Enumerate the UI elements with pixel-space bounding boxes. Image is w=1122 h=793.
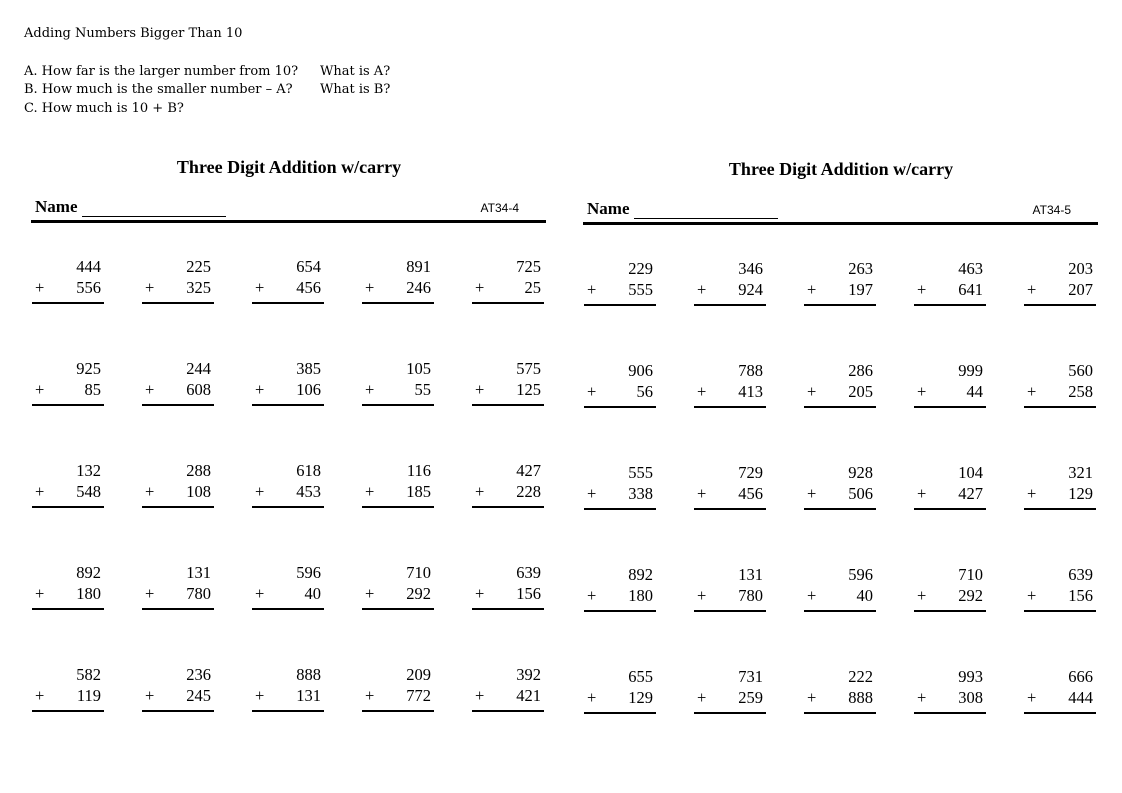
problem-grid bbox=[583, 259, 1099, 769]
addition-problem bbox=[141, 257, 251, 359]
answer-line[interactable] bbox=[32, 506, 104, 508]
addition-problem bbox=[31, 257, 141, 359]
plus-sign: + bbox=[475, 380, 485, 399]
addend-bottom: 131 bbox=[296, 686, 321, 705]
addition-problem bbox=[361, 665, 471, 767]
plus-sign: + bbox=[145, 584, 155, 603]
plus-sign: + bbox=[917, 484, 927, 503]
answer-line[interactable] bbox=[32, 608, 104, 610]
addend-bottom: 453 bbox=[296, 482, 321, 501]
addend-top: 427 bbox=[516, 461, 541, 480]
addend-top: 131 bbox=[738, 565, 763, 584]
addend-top: 132 bbox=[76, 461, 101, 480]
header-rule bbox=[583, 222, 1098, 225]
addition-problem bbox=[471, 563, 581, 665]
addition-problem bbox=[583, 667, 693, 769]
answer-line[interactable] bbox=[472, 710, 544, 712]
plus-sign: + bbox=[145, 686, 155, 705]
addend-top: 236 bbox=[186, 665, 211, 684]
plus-sign: + bbox=[1027, 688, 1037, 707]
addition-problem bbox=[141, 563, 251, 665]
plus-sign: + bbox=[1027, 484, 1037, 503]
addend-bottom: 228 bbox=[516, 482, 541, 501]
plus-sign: + bbox=[697, 688, 707, 707]
plus-sign: + bbox=[807, 688, 817, 707]
addend-top: 104 bbox=[958, 463, 983, 482]
plus-sign: + bbox=[365, 686, 375, 705]
addend-top: 596 bbox=[848, 565, 873, 584]
problem-grid bbox=[31, 257, 547, 767]
answer-line[interactable] bbox=[252, 608, 324, 610]
plus-sign: + bbox=[35, 686, 45, 705]
addend-bottom: 106 bbox=[296, 380, 321, 399]
answer-line[interactable] bbox=[252, 710, 324, 712]
addition-problem bbox=[913, 259, 1023, 361]
addend-top: 392 bbox=[516, 665, 541, 684]
addend-bottom: 205 bbox=[848, 382, 873, 401]
addition-problem bbox=[803, 667, 913, 769]
addition-problem bbox=[583, 565, 693, 667]
addition-problem bbox=[803, 361, 913, 463]
plus-sign: + bbox=[807, 280, 817, 299]
answer-line[interactable] bbox=[472, 608, 544, 610]
plus-sign: + bbox=[255, 686, 265, 705]
answer-line[interactable] bbox=[584, 406, 656, 408]
plus-sign: + bbox=[587, 688, 597, 707]
plus-sign: + bbox=[1027, 280, 1037, 299]
addend-top: 654 bbox=[296, 257, 321, 276]
answer-line[interactable] bbox=[914, 304, 986, 306]
answer-line[interactable] bbox=[142, 302, 214, 304]
addend-bottom: 548 bbox=[76, 482, 101, 501]
answer-line[interactable] bbox=[142, 506, 214, 508]
plus-sign: + bbox=[697, 382, 707, 401]
answer-line[interactable] bbox=[362, 404, 434, 406]
addend-top: 655 bbox=[628, 667, 653, 686]
plus-sign: + bbox=[255, 584, 265, 603]
addend-top: 444 bbox=[76, 257, 101, 276]
addend-bottom: 308 bbox=[958, 688, 983, 707]
addend-bottom: 641 bbox=[958, 280, 983, 299]
addend-bottom: 258 bbox=[1068, 382, 1093, 401]
answer-line[interactable] bbox=[472, 302, 544, 304]
addition-problem bbox=[693, 361, 803, 463]
answer-line[interactable] bbox=[1024, 508, 1096, 510]
plus-sign: + bbox=[807, 484, 817, 503]
name-field bbox=[35, 197, 226, 217]
worksheet-code: AT34-4 bbox=[480, 201, 519, 215]
answer-line[interactable] bbox=[142, 608, 214, 610]
addend-top: 116 bbox=[406, 461, 431, 480]
addend-bottom: 246 bbox=[406, 278, 431, 297]
addition-problem bbox=[471, 461, 581, 563]
addend-bottom: 325 bbox=[186, 278, 211, 297]
addend-bottom: 40 bbox=[856, 586, 873, 605]
addend-top: 710 bbox=[406, 563, 431, 582]
addition-problem bbox=[141, 359, 251, 461]
addend-bottom: 421 bbox=[516, 686, 541, 705]
addend-top: 225 bbox=[186, 257, 211, 276]
addend-bottom: 780 bbox=[738, 586, 763, 605]
addend-bottom: 156 bbox=[1068, 586, 1093, 605]
addend-top: 203 bbox=[1068, 259, 1093, 278]
worksheet-title: Three Digit Addition w/carry bbox=[728, 159, 954, 179]
plus-sign: + bbox=[697, 484, 707, 503]
addend-top: 906 bbox=[628, 361, 653, 380]
addend-bottom: 180 bbox=[628, 586, 653, 605]
addend-top: 209 bbox=[406, 665, 431, 684]
addition-problem bbox=[803, 463, 913, 565]
addition-problem bbox=[913, 565, 1023, 667]
answer-line[interactable] bbox=[252, 302, 324, 304]
addition-problem bbox=[31, 359, 141, 461]
name-label: Name bbox=[35, 197, 78, 216]
addend-bottom: 56 bbox=[636, 382, 653, 401]
addend-bottom: 108 bbox=[186, 482, 211, 501]
addend-top: 263 bbox=[848, 259, 873, 278]
plus-sign: + bbox=[365, 584, 375, 603]
addition-problem bbox=[913, 361, 1023, 463]
addend-bottom: 119 bbox=[76, 686, 101, 705]
name-field bbox=[587, 199, 778, 219]
answer-line[interactable] bbox=[694, 406, 766, 408]
addend-bottom: 85 bbox=[84, 380, 101, 399]
addend-top: 892 bbox=[76, 563, 101, 582]
plus-sign: + bbox=[587, 484, 597, 503]
plus-sign: + bbox=[475, 686, 485, 705]
addition-problem bbox=[361, 359, 471, 461]
answer-line[interactable] bbox=[694, 304, 766, 306]
addend-bottom: 44 bbox=[966, 382, 983, 401]
addend-top: 993 bbox=[958, 667, 983, 686]
addend-bottom: 506 bbox=[848, 484, 873, 503]
plus-sign: + bbox=[917, 280, 927, 299]
answer-line[interactable] bbox=[252, 506, 324, 508]
answer-line[interactable] bbox=[362, 710, 434, 712]
answer-line[interactable] bbox=[472, 506, 544, 508]
addend-bottom: 444 bbox=[1068, 688, 1093, 707]
addend-bottom: 292 bbox=[406, 584, 431, 603]
answer-line[interactable] bbox=[32, 404, 104, 406]
addend-bottom: 608 bbox=[186, 380, 211, 399]
addition-problem bbox=[251, 359, 361, 461]
addition-problem bbox=[693, 463, 803, 565]
addend-bottom: 772 bbox=[406, 686, 431, 705]
plus-sign: + bbox=[587, 280, 597, 299]
plus-sign: + bbox=[145, 278, 155, 297]
instruction-question: B. How much is the smaller number – A? bbox=[24, 82, 293, 97]
addend-top: 105 bbox=[406, 359, 431, 378]
plus-sign: + bbox=[35, 380, 45, 399]
addend-bottom: 338 bbox=[628, 484, 653, 503]
addition-problem bbox=[471, 665, 581, 767]
addend-top: 725 bbox=[516, 257, 541, 276]
addend-top: 928 bbox=[848, 463, 873, 482]
answer-line[interactable] bbox=[1024, 712, 1096, 714]
name-blank-line[interactable] bbox=[82, 200, 226, 217]
plus-sign: + bbox=[587, 586, 597, 605]
addend-top: 463 bbox=[958, 259, 983, 278]
plus-sign: + bbox=[35, 482, 45, 501]
addend-top: 729 bbox=[738, 463, 763, 482]
plus-sign: + bbox=[1027, 586, 1037, 605]
answer-line[interactable] bbox=[694, 712, 766, 714]
plus-sign: + bbox=[35, 278, 45, 297]
plus-sign: + bbox=[35, 584, 45, 603]
plus-sign: + bbox=[697, 280, 707, 299]
plus-sign: + bbox=[475, 584, 485, 603]
addition-problem bbox=[141, 665, 251, 767]
plus-sign: + bbox=[917, 586, 927, 605]
answer-line[interactable] bbox=[1024, 304, 1096, 306]
answer-line[interactable] bbox=[472, 404, 544, 406]
addition-problem bbox=[251, 257, 361, 359]
plus-sign: + bbox=[587, 382, 597, 401]
addend-bottom: 125 bbox=[516, 380, 541, 399]
addend-top: 891 bbox=[406, 257, 431, 276]
answer-line[interactable] bbox=[362, 608, 434, 610]
addend-top: 321 bbox=[1068, 463, 1093, 482]
answer-line[interactable] bbox=[252, 404, 324, 406]
answer-line[interactable] bbox=[362, 302, 434, 304]
addition-problem bbox=[141, 461, 251, 563]
plus-sign: + bbox=[365, 482, 375, 501]
addend-top: 229 bbox=[628, 259, 653, 278]
addition-problem bbox=[1023, 667, 1122, 769]
name-label: Name bbox=[587, 199, 630, 218]
addition-problem bbox=[361, 257, 471, 359]
addend-bottom: 129 bbox=[1068, 484, 1093, 503]
plus-sign: + bbox=[697, 586, 707, 605]
answer-line[interactable] bbox=[804, 712, 876, 714]
instruction-prompt: What is A? bbox=[320, 63, 391, 79]
addition-problem bbox=[251, 665, 361, 767]
instruction-row-a bbox=[24, 63, 390, 82]
addend-top: 286 bbox=[848, 361, 873, 380]
answer-line[interactable] bbox=[694, 508, 766, 510]
plus-sign: + bbox=[917, 382, 927, 401]
plus-sign: + bbox=[365, 380, 375, 399]
answer-line[interactable] bbox=[804, 304, 876, 306]
answer-line[interactable] bbox=[32, 302, 104, 304]
addend-bottom: 185 bbox=[406, 482, 431, 501]
worksheet-code: AT34-5 bbox=[1032, 203, 1071, 217]
addend-bottom: 427 bbox=[958, 484, 983, 503]
addition-problem bbox=[803, 565, 913, 667]
answer-line[interactable] bbox=[914, 406, 986, 408]
addition-problem bbox=[913, 463, 1023, 565]
addend-top: 666 bbox=[1068, 667, 1093, 686]
addend-top: 385 bbox=[296, 359, 321, 378]
instruction-row-b bbox=[24, 81, 390, 100]
addend-top: 131 bbox=[186, 563, 211, 582]
addend-top: 999 bbox=[958, 361, 983, 380]
addition-problem bbox=[251, 461, 361, 563]
addend-bottom: 888 bbox=[848, 688, 873, 707]
addend-top: 639 bbox=[1068, 565, 1093, 584]
addend-top: 555 bbox=[628, 463, 653, 482]
addend-top: 596 bbox=[296, 563, 321, 582]
header-rule bbox=[31, 220, 546, 223]
addend-bottom: 207 bbox=[1068, 280, 1093, 299]
plus-sign: + bbox=[145, 482, 155, 501]
plus-sign: + bbox=[917, 688, 927, 707]
addend-top: 639 bbox=[516, 563, 541, 582]
instruction-question: A. How far is the larger number from 10? bbox=[24, 63, 299, 79]
instruction-prompt: What is B? bbox=[320, 82, 391, 97]
answer-line[interactable] bbox=[914, 610, 986, 612]
answer-line[interactable] bbox=[584, 610, 656, 612]
addend-top: 925 bbox=[76, 359, 101, 378]
addition-problem bbox=[1023, 463, 1122, 565]
answer-line[interactable] bbox=[914, 712, 986, 714]
plus-sign: + bbox=[1027, 382, 1037, 401]
plus-sign: + bbox=[807, 586, 817, 605]
answer-line[interactable] bbox=[362, 506, 434, 508]
answer-line[interactable] bbox=[804, 508, 876, 510]
addend-top: 582 bbox=[76, 665, 101, 684]
worksheet-title: Three Digit Addition w/carry bbox=[176, 157, 402, 177]
addend-top: 731 bbox=[738, 667, 763, 686]
addend-bottom: 156 bbox=[516, 584, 541, 603]
answer-line[interactable] bbox=[1024, 406, 1096, 408]
addition-problem bbox=[471, 359, 581, 461]
addend-top: 346 bbox=[738, 259, 763, 278]
addend-top: 560 bbox=[1068, 361, 1093, 380]
addition-problem bbox=[1023, 259, 1122, 361]
addition-problem bbox=[693, 667, 803, 769]
answer-line[interactable] bbox=[584, 712, 656, 714]
addend-top: 575 bbox=[516, 359, 541, 378]
addend-bottom: 245 bbox=[186, 686, 211, 705]
addition-problem bbox=[1023, 565, 1122, 667]
instructions bbox=[24, 25, 390, 118]
plus-sign: + bbox=[255, 380, 265, 399]
addend-bottom: 129 bbox=[628, 688, 653, 707]
addend-top: 892 bbox=[628, 565, 653, 584]
addition-problem bbox=[31, 665, 141, 767]
addition-problem bbox=[693, 565, 803, 667]
addition-problem bbox=[803, 259, 913, 361]
answer-line[interactable] bbox=[32, 710, 104, 712]
addition-problem bbox=[913, 667, 1023, 769]
addition-problem bbox=[361, 461, 471, 563]
answer-line[interactable] bbox=[142, 404, 214, 406]
addition-problem bbox=[471, 257, 581, 359]
addend-bottom: 197 bbox=[848, 280, 873, 299]
addition-problem bbox=[583, 463, 693, 565]
addend-bottom: 456 bbox=[296, 278, 321, 297]
answer-line[interactable] bbox=[804, 610, 876, 612]
answer-line[interactable] bbox=[142, 710, 214, 712]
addition-problem bbox=[251, 563, 361, 665]
plus-sign: + bbox=[145, 380, 155, 399]
addition-problem bbox=[583, 259, 693, 361]
addend-bottom: 556 bbox=[76, 278, 101, 297]
addend-top: 244 bbox=[186, 359, 211, 378]
answer-line[interactable] bbox=[1024, 610, 1096, 612]
plus-sign: + bbox=[255, 482, 265, 501]
addend-top: 288 bbox=[186, 461, 211, 480]
addend-bottom: 259 bbox=[738, 688, 763, 707]
plus-sign: + bbox=[807, 382, 817, 401]
addition-problem bbox=[361, 563, 471, 665]
answer-line[interactable] bbox=[804, 406, 876, 408]
plus-sign: + bbox=[365, 278, 375, 297]
addend-top: 618 bbox=[296, 461, 321, 480]
addend-bottom: 40 bbox=[304, 584, 321, 603]
addition-problem bbox=[31, 461, 141, 563]
addition-problem bbox=[693, 259, 803, 361]
addition-problem bbox=[1023, 361, 1122, 463]
addend-bottom: 55 bbox=[414, 380, 431, 399]
answer-line[interactable] bbox=[914, 508, 986, 510]
addend-bottom: 180 bbox=[76, 584, 101, 603]
instruction-row-c bbox=[24, 100, 390, 119]
addition-problem bbox=[31, 563, 141, 665]
addition-problem bbox=[583, 361, 693, 463]
addend-bottom: 292 bbox=[958, 586, 983, 605]
answer-line[interactable] bbox=[584, 304, 656, 306]
addend-bottom: 780 bbox=[186, 584, 211, 603]
addend-top: 788 bbox=[738, 361, 763, 380]
addend-bottom: 555 bbox=[628, 280, 653, 299]
plus-sign: + bbox=[255, 278, 265, 297]
plus-sign: + bbox=[475, 278, 485, 297]
instruction-question: C. How much is 10 + B? bbox=[24, 100, 184, 116]
answer-line[interactable] bbox=[694, 610, 766, 612]
plus-sign: + bbox=[475, 482, 485, 501]
name-blank-line[interactable] bbox=[634, 202, 778, 219]
addend-top: 222 bbox=[848, 667, 873, 686]
answer-line[interactable] bbox=[584, 508, 656, 510]
addend-top: 888 bbox=[296, 665, 321, 684]
addend-bottom: 924 bbox=[738, 280, 763, 299]
addend-bottom: 456 bbox=[738, 484, 763, 503]
addend-top: 710 bbox=[958, 565, 983, 584]
addend-bottom: 413 bbox=[738, 382, 763, 401]
addend-bottom: 25 bbox=[524, 278, 541, 297]
instructions-title: Adding Numbers Bigger Than 10 bbox=[24, 26, 243, 41]
